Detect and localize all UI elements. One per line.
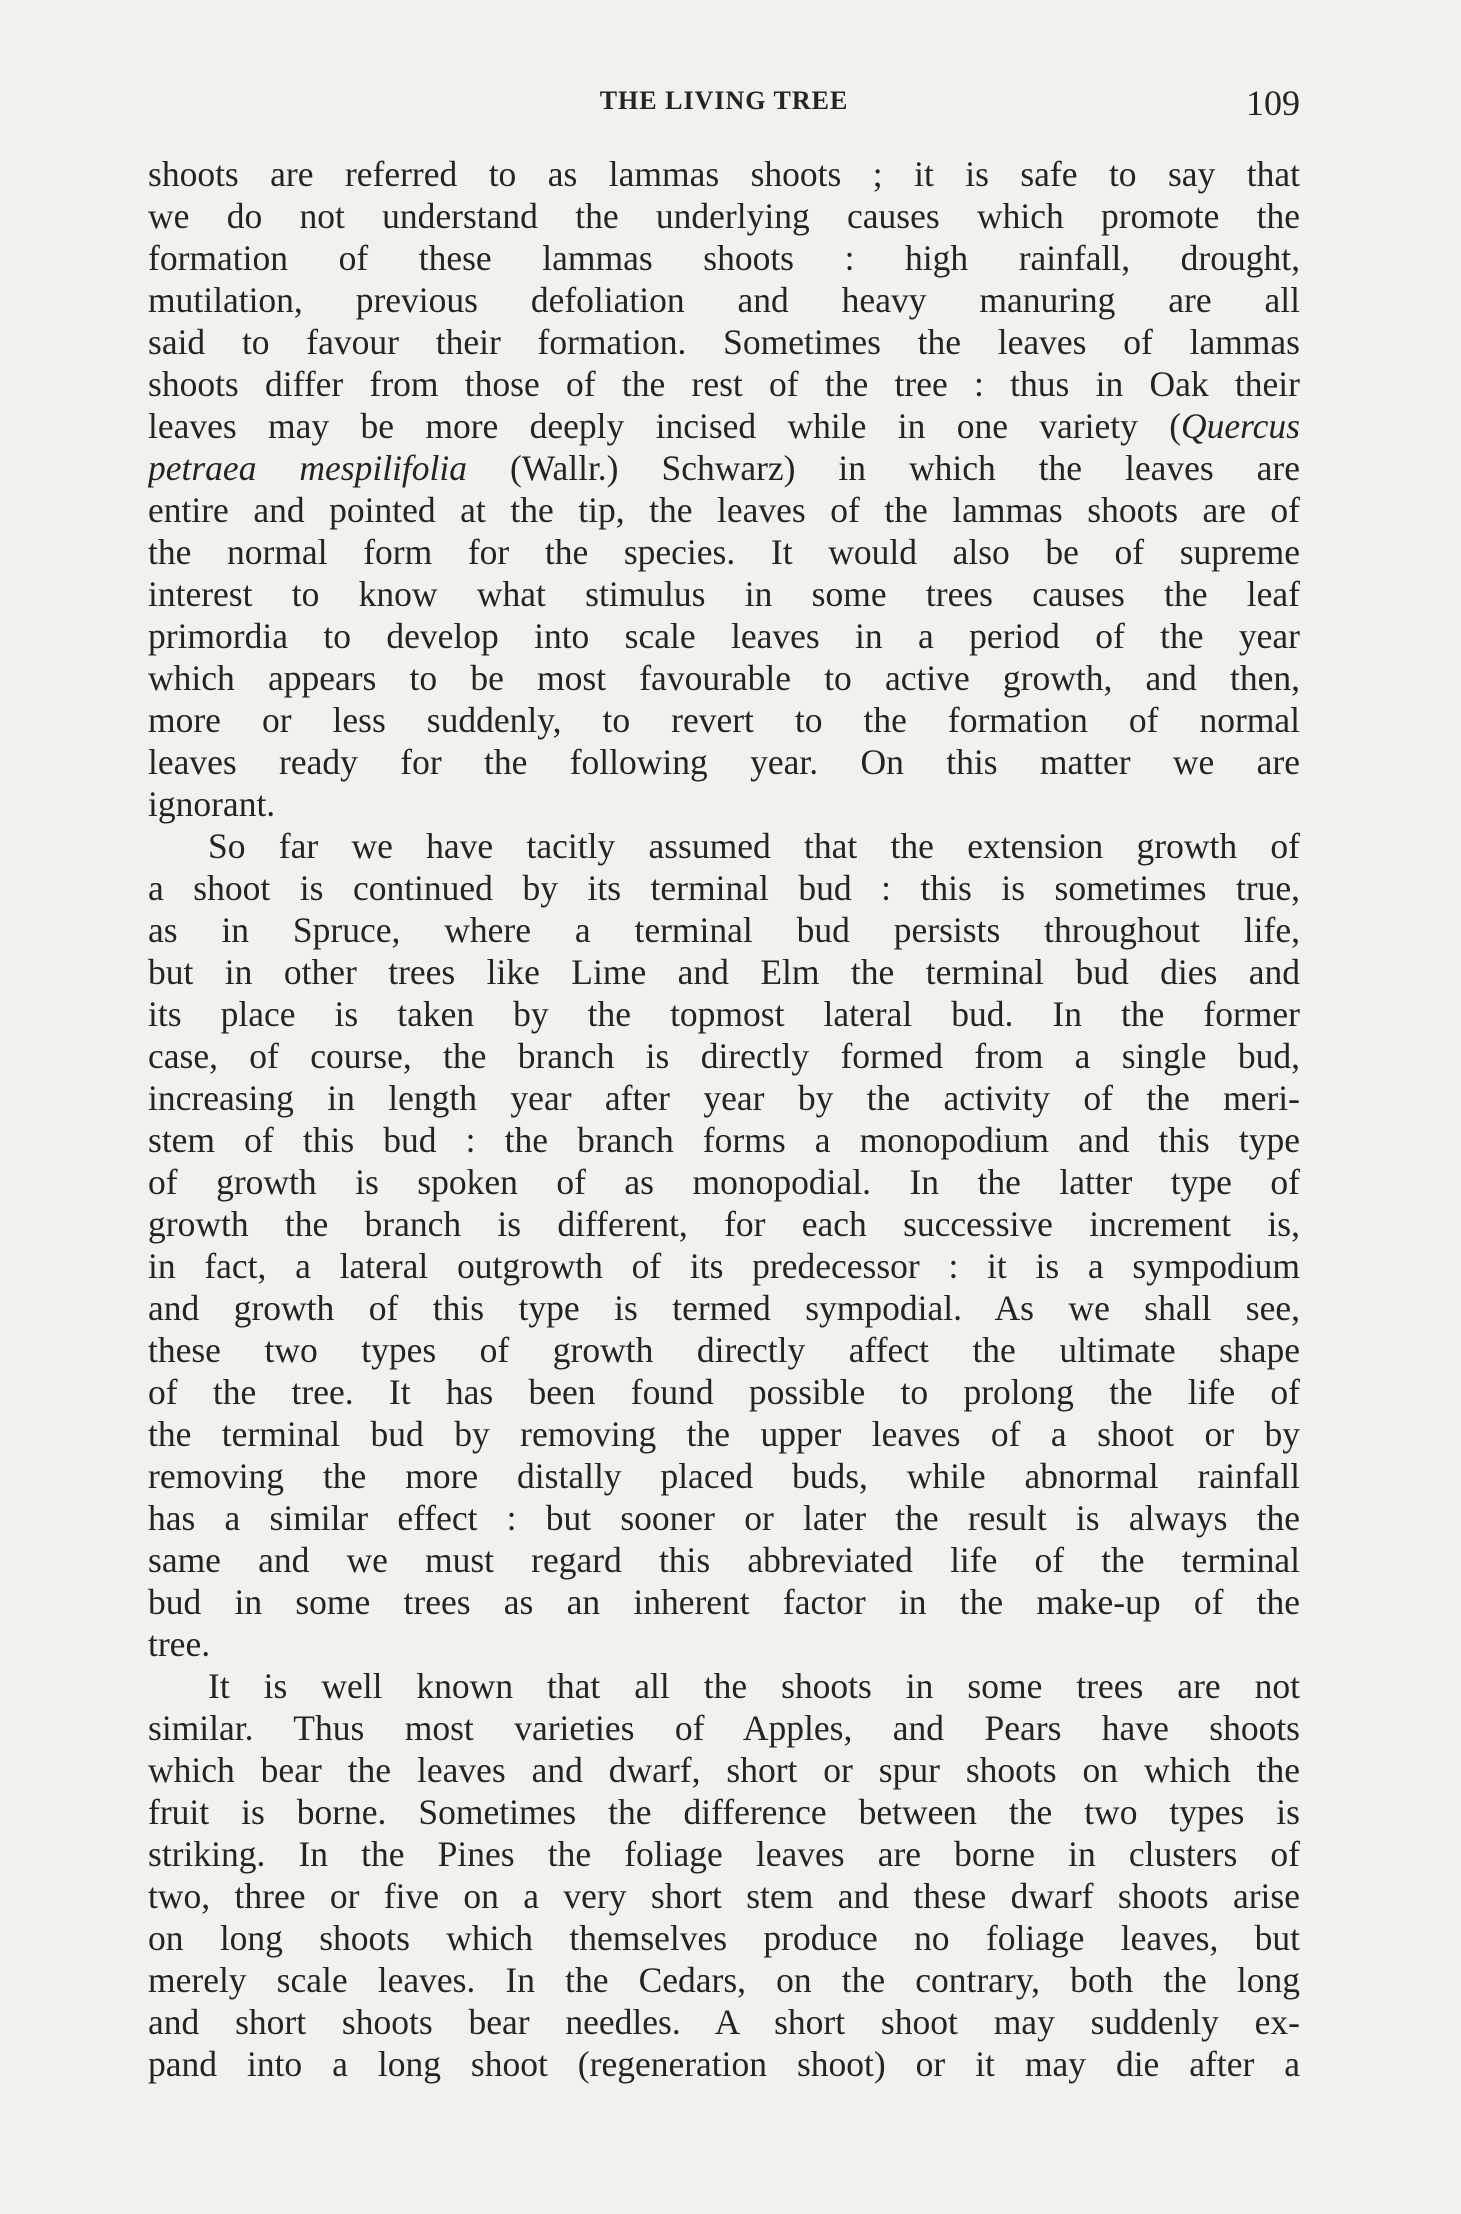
line-text: said to favour their formation. Sometimes the leaves of lammas <box>148 322 1300 362</box>
line-text: growth the branch is different, for each successive increment is, <box>148 1204 1300 1244</box>
line-text: the terminal bud by removing the upper leaves of a shoot or by <box>148 1414 1300 1454</box>
text-line <box>148 531 1300 573</box>
line-text: we do not understand the underlying causes which promote the <box>148 196 1300 236</box>
text-line <box>148 1245 1300 1287</box>
line-text: on long shoots which themselves produce no foliage leaves, but <box>148 1918 1300 1958</box>
text-line <box>148 489 1300 531</box>
line-text: these two types of growth directly affect the ultimate shape <box>148 1330 1300 1370</box>
line-text: the normal form for the species. It would also be of supreme <box>148 532 1300 572</box>
text-line <box>148 573 1300 615</box>
text-line <box>148 1623 1300 1665</box>
line-text: two, three or five on a very short stem and these dwarf shoots arise <box>148 1876 1300 1916</box>
line-text: mutilation, previous defoliation and heavy manuring are all <box>148 280 1300 320</box>
text-line <box>148 1329 1300 1371</box>
text-line <box>148 195 1300 237</box>
text-line <box>148 741 1300 783</box>
text-line <box>148 1665 1300 1707</box>
line-text: has a similar effect : but sooner or later the result is always the <box>148 1498 1300 1538</box>
text-line <box>148 1875 1300 1917</box>
text-line <box>148 1203 1300 1245</box>
line-text: formation of these lammas shoots : high rainfall, drought, <box>148 238 1300 278</box>
text-line <box>148 867 1300 909</box>
text-line <box>148 1035 1300 1077</box>
line-text: shoots differ from those of the rest of the tree : thus in Oak their <box>148 364 1300 404</box>
text-line <box>148 825 1300 867</box>
text-line <box>148 1497 1300 1539</box>
line-text: which appears to be most favourable to active growth, and then, <box>148 658 1300 698</box>
line-text: similar. Thus most varieties of Apples, and Pears have shoots <box>148 1708 1300 1748</box>
line-text: leaves may be more deeply incised while in one variety ( <box>148 406 1182 446</box>
line-text: stem of this bud : the branch forms a monopodium and this type <box>148 1120 1300 1160</box>
line-text: It is well known that all the shoots in some trees are not <box>208 1666 1300 1706</box>
line-text: entire and pointed at the tip, the leaves of the lammas shoots are of <box>148 490 1300 530</box>
line-text: tree. <box>148 1624 211 1664</box>
text-line <box>148 321 1300 363</box>
line-text: and growth of this type is termed sympodial. As we shall see, <box>148 1288 1300 1328</box>
line-text: striking. In the Pines the foliage leaves are borne in clusters of <box>148 1834 1300 1874</box>
line-text: of growth is spoken of as monopodial. In the latter type of <box>148 1162 1300 1202</box>
line-text: (Wallr.) Schwarz) in which the leaves are <box>467 448 1300 488</box>
line-text: same and we must regard this abbreviated life of the terminal <box>148 1540 1300 1580</box>
text-line <box>148 1119 1300 1161</box>
line-text: shoots are referred to as lammas shoots ; it is safe to say that <box>148 154 1300 194</box>
text-line <box>148 1917 1300 1959</box>
text-line <box>148 1077 1300 1119</box>
line-text: its place is taken by the topmost lateral bud. In the former <box>148 994 1300 1034</box>
line-text: So far we have tacitly assumed that the extension growth of <box>208 826 1300 866</box>
line-text: of the tree. It has been found possible to prolong the life of <box>148 1372 1300 1412</box>
text-line <box>148 615 1300 657</box>
line-text: leaves ready for the following year. On this matter we are <box>148 742 1300 782</box>
line-text: which bear the leaves and dwarf, short or spur shoots on which the <box>148 1750 1300 1790</box>
text-line <box>148 2001 1300 2043</box>
body-text <box>148 153 1300 2085</box>
italic-genus-name: Quercus <box>1181 406 1300 446</box>
line-text: removing the more distally placed buds, while abnormal rainfall <box>148 1456 1300 1496</box>
text-line <box>148 2043 1300 2085</box>
text-line <box>148 1455 1300 1497</box>
text-line <box>148 237 1300 279</box>
text-line <box>148 783 1300 825</box>
line-text: fruit is borne. Sometimes the difference between the two types is <box>148 1792 1300 1832</box>
text-line <box>148 1833 1300 1875</box>
line-text: a shoot is continued by its terminal bud : this is sometimes true, <box>148 868 1300 908</box>
line-text: as in Spruce, where a terminal bud persists throughout life, <box>148 910 1300 950</box>
line-text: primordia to develop into scale leaves in a period of the year <box>148 616 1300 656</box>
text-line <box>148 279 1300 321</box>
text-line <box>148 993 1300 1035</box>
text-line <box>148 1539 1300 1581</box>
line-text: interest to know what stimulus in some trees causes the leaf <box>148 574 1300 614</box>
line-text: and short shoots bear needles. A short shoot may suddenly ex- <box>148 2002 1300 2042</box>
line-text: ignorant. <box>148 784 276 824</box>
text-line <box>148 1371 1300 1413</box>
text-line <box>148 447 1300 489</box>
running-title: THE LIVING TREE <box>599 86 849 115</box>
text-line <box>148 909 1300 951</box>
line-text: more or less suddenly, to revert to the formation of normal <box>148 700 1300 740</box>
text-line <box>148 1161 1300 1203</box>
text-line <box>148 153 1300 195</box>
text-line <box>148 363 1300 405</box>
text-line <box>148 1287 1300 1329</box>
text-line <box>148 1581 1300 1623</box>
line-text: bud in some trees as an inherent factor in the make-up of the <box>148 1582 1300 1622</box>
text-line <box>148 657 1300 699</box>
page-number: 109 <box>1246 83 1300 123</box>
line-text: in fact, a lateral outgrowth of its predecessor : it is a sympodium <box>148 1246 1300 1286</box>
text-line <box>148 1959 1300 2001</box>
line-text: increasing in length year after year by the activity of the meri- <box>148 1078 1300 1118</box>
text-line <box>148 1749 1300 1791</box>
text-line <box>148 699 1300 741</box>
text-line <box>148 1791 1300 1833</box>
line-text: merely scale leaves. In the Cedars, on the contrary, both the long <box>148 1960 1300 2000</box>
running-head <box>148 82 1300 126</box>
text-line <box>148 405 1300 447</box>
text-line <box>148 1707 1300 1749</box>
line-text: but in other trees like Lime and Elm the terminal bud dies and <box>148 952 1300 992</box>
text-line <box>148 951 1300 993</box>
text-line <box>148 1413 1300 1455</box>
line-text: case, of course, the branch is directly formed from a single bud, <box>148 1036 1300 1076</box>
line-text: pand into a long shoot (regeneration shoot) or it may die after a <box>148 2044 1300 2084</box>
italic-species-name: petraea mespilifolia <box>148 448 468 488</box>
